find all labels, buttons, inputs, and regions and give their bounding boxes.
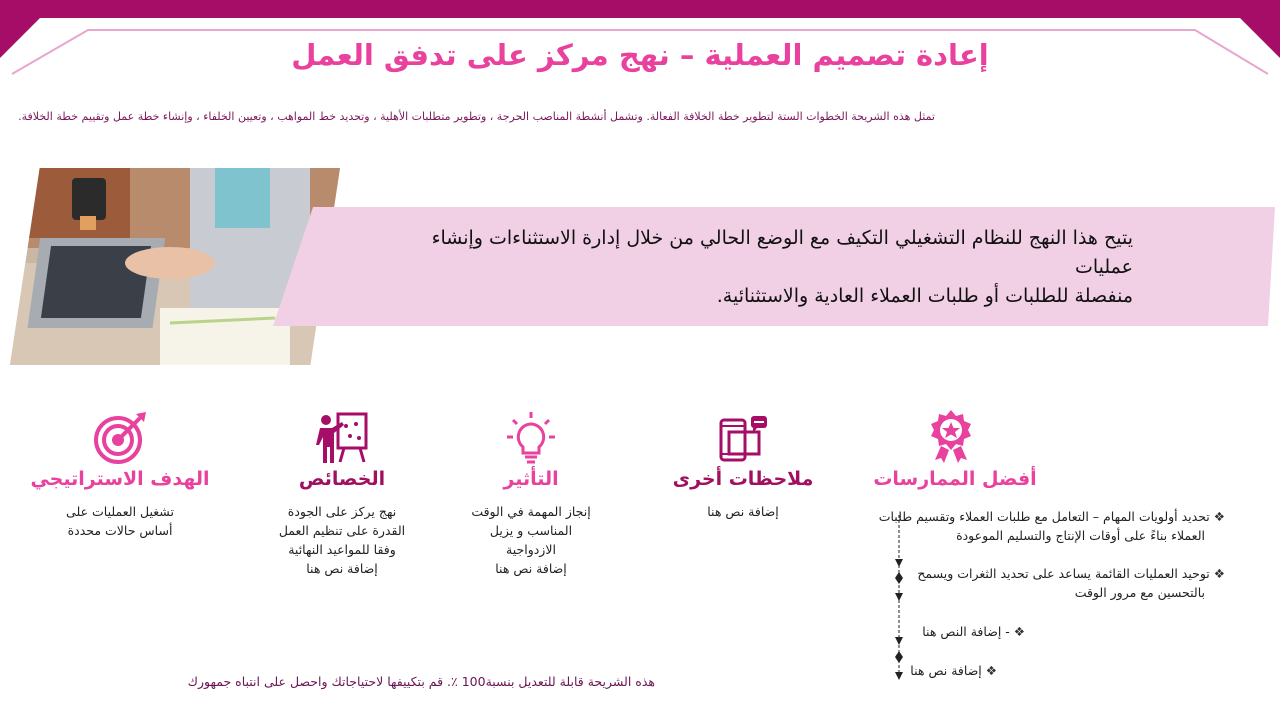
presentation-board-icon xyxy=(242,410,442,466)
timeline-arrow xyxy=(895,672,903,680)
goal-title: الهدف الاستراتيجي xyxy=(30,468,210,490)
target-icon xyxy=(20,410,220,466)
page-title: إعادة تصميم العملية – نهج مركز على تدفق العمل xyxy=(291,38,989,72)
best-practice-text: العملاء بناءً على أوقات الإنتاج والتسليم الموعودة xyxy=(956,528,1205,543)
mobile-chat-icon xyxy=(643,410,843,466)
notes-line: إضافة نص هنا xyxy=(707,504,779,519)
best-practice-text: - إضافة النص هنا xyxy=(922,624,1010,639)
timeline-arrow xyxy=(895,593,903,601)
best-practice-item xyxy=(917,564,1225,602)
goal-line: تشغيل العمليات على xyxy=(66,504,174,519)
lightbulb-icon xyxy=(431,410,631,466)
features-line: وفقا للمواعيد النهائية xyxy=(288,542,396,557)
best-practice-text: بالتحسين مع مرور الوقت xyxy=(1074,585,1205,600)
timeline-arrow xyxy=(895,637,903,645)
highlight-line-2: منفصلة للطلبات أو طلبات العملاء العادية والاستثنائية. xyxy=(716,285,1133,307)
goal-line: أساس حالات محددة xyxy=(67,523,173,538)
best-practices-title: أفضل الممارسات xyxy=(873,468,1037,490)
diamond-bullet-icon: ❖ xyxy=(1213,509,1225,524)
best-practice-text: تحديد أولويات المهام – التعامل مع طلبات العملاء وتقسيم طلبات xyxy=(878,509,1210,524)
column-features xyxy=(242,410,442,578)
best-practice-item xyxy=(879,507,1225,545)
highlight-line-1: يتيح هذا النهج للنظام التشغيلي التكيف مع الوضع الحالي من خلال إدارة الاستثناءات وإنشاء عمليات xyxy=(431,227,1133,278)
footer-note: هذه الشريحة قابلة للتعديل بنسبة100 ٪. قم بتكييفها لاحتياجاتك واحصل على انتباه جمهورك xyxy=(187,674,655,689)
diamond-bullet-icon: ❖ xyxy=(1013,624,1025,639)
best-practice-item xyxy=(910,661,997,680)
diamond-bullet-icon: ❖ xyxy=(1213,566,1225,581)
features-body xyxy=(242,502,442,578)
best-practice-item xyxy=(922,622,1025,641)
impact-line: الازدواجية xyxy=(506,542,556,557)
best-practice-text: توحيد العمليات القائمة يساعد على تحديد الثغرات ويسمح xyxy=(917,566,1210,581)
features-line: نهج يركز على الجودة xyxy=(287,504,397,519)
features-title: الخصائص xyxy=(298,468,386,490)
column-strategic-goal xyxy=(20,410,220,540)
impact-body xyxy=(431,502,631,578)
features-line: القدرة على تنظيم العمل xyxy=(278,523,406,538)
award-ribbon-icon xyxy=(923,408,979,468)
column-impact xyxy=(431,410,631,578)
goal-body xyxy=(20,502,220,540)
notes-title: ملاحظات أخرى xyxy=(672,468,814,490)
impact-line: المناسب و يزيل xyxy=(489,523,573,538)
diamond-bullet-icon: ❖ xyxy=(985,663,997,678)
column-other-notes xyxy=(643,410,843,521)
highlight-text xyxy=(378,224,1133,311)
notes-body xyxy=(643,502,843,521)
best-practice-text: إضافة نص هنا xyxy=(910,663,982,678)
impact-title: التأثير xyxy=(503,468,559,490)
impact-line: إنجاز المهمة في الوقت xyxy=(471,504,591,519)
impact-line: إضافة نص هنا xyxy=(495,561,567,576)
features-line: إضافة نص هنا xyxy=(306,561,378,576)
timeline-diamond xyxy=(895,651,903,663)
laptop-photo xyxy=(10,168,340,365)
page-subtitle: تمثل هذه الشريحة الخطوات الستة لتطوير خطة الخلافة الفعالة. وتشمل أنشطة المناصب الحرجة ، وتطوير متطلبات الأهلية ، وتحديد خط المواهب ، وتعيين الخلفاء ، وإنشاء خطة عمل وتقييم خطة الخلافة. xyxy=(18,110,935,123)
timeline-arrow xyxy=(895,559,903,567)
timeline-diamond xyxy=(895,572,903,584)
